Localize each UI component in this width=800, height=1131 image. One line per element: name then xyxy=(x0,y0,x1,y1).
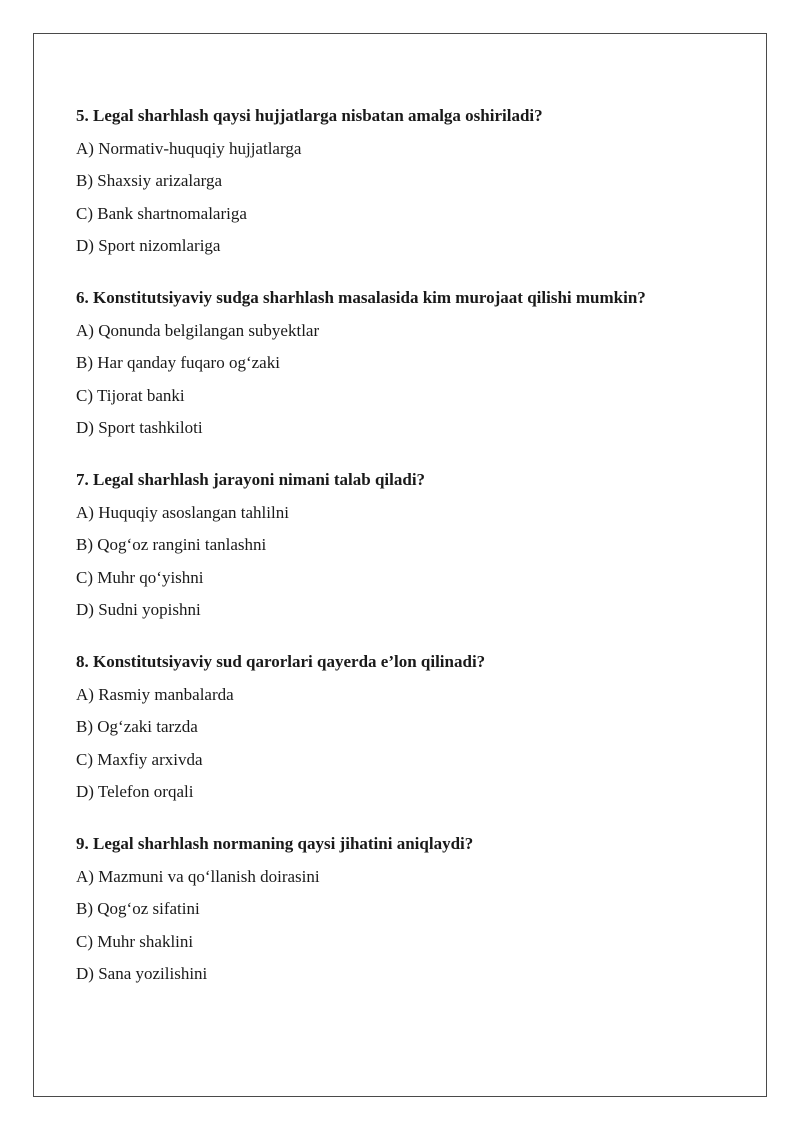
answer-option: C) Muhr shaklini xyxy=(76,931,194,951)
answer-option: B) Shaxsiy arizalarga xyxy=(76,171,223,190)
answer-option: A) Mazmuni va qo‘llanish doirasini xyxy=(76,866,320,886)
answer-option: C) Tijorat banki xyxy=(76,385,185,405)
answer-option: D) Sport nizomlariga xyxy=(76,236,221,255)
question-block-5 xyxy=(76,106,756,256)
question-block-7 xyxy=(76,470,756,620)
answer-option: D) Sudni yopishni xyxy=(76,600,201,619)
answer-option: B) Og‘zaki tarzda xyxy=(76,717,198,736)
answer-option: A) Huquqiy asoslangan tahlilni xyxy=(76,502,289,522)
question-title: 8. Konstitutsiyaviy sud qarorlari qayerda e’lon qilinadi? xyxy=(76,652,486,671)
question-block-6 xyxy=(76,288,756,438)
question-title: 6. Konstitutsiyaviy sudga sharhlash masalasida kim murojaat qilishi mumkin? xyxy=(76,288,646,307)
answer-option: D) Telefon orqali xyxy=(76,782,194,801)
answer-option: A) Rasmiy manbalarda xyxy=(76,684,234,704)
question-title: 5. Legal sharhlash qaysi hujjatlarga nisbatan amalga oshiriladi? xyxy=(76,106,543,125)
answer-option: B) Har qanday fuqaro og‘zaki xyxy=(76,353,280,372)
answer-option: B) Qog‘oz rangini tanlashni xyxy=(76,535,267,554)
answer-option: C) Maxfiy arxivda xyxy=(76,749,203,769)
answer-option: B) Qog‘oz sifatini xyxy=(76,899,200,918)
answer-option: C) Bank shartnomalariga xyxy=(76,203,247,223)
answer-option: D) Sana yozilishini xyxy=(76,964,208,983)
answer-option: A) Qonunda belgilangan subyektlar xyxy=(76,320,320,340)
question-block-8 xyxy=(76,652,756,802)
answer-option: A) Normativ-huquqiy hujjatlarga xyxy=(76,138,302,158)
document-content xyxy=(76,106,756,1016)
answer-option: C) Muhr qo‘yishni xyxy=(76,567,204,587)
question-title: 9. Legal sharhlash normaning qaysi jihatini aniqlaydi? xyxy=(76,834,474,853)
answer-option: D) Sport tashkiloti xyxy=(76,418,203,437)
question-title: 7. Legal sharhlash jarayoni nimani talab qiladi? xyxy=(76,470,426,489)
question-block-9 xyxy=(76,834,756,984)
